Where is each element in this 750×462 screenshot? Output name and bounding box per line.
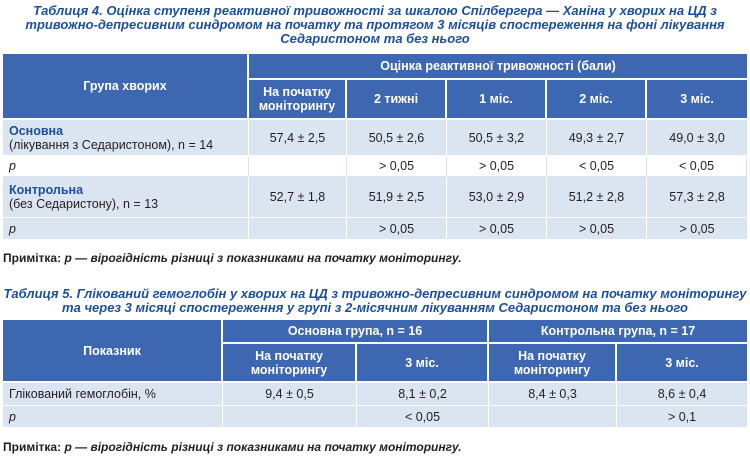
table4-caption-text: Оцінка ступеня реактивної тривожності за шкалою Спілбергера — Ханіна у хворих на ЦД з тривожно-депресивним синдромом на початку та протягом 3 місяців спостереження на фоні лікування Седаристоном та без нього	[25, 3, 725, 46]
table-row	[3, 177, 747, 218]
table4-col-3months: 3 міс.	[647, 80, 747, 120]
value-cell: 8,4 ± 0,3	[489, 383, 617, 406]
value-cell	[223, 406, 357, 428]
table5-col-3months-main: 3 міс.	[357, 344, 489, 383]
table-row	[3, 218, 747, 240]
table5-note	[3, 440, 462, 454]
group-name: Основна	[9, 123, 64, 138]
value-cell: > 0,05	[447, 156, 547, 177]
table5-indicator-header: Показник	[3, 320, 223, 383]
group-subtitle: (без Седаристону), n = 13	[9, 197, 159, 211]
table5-col-3months-control: 3 міс.	[617, 344, 747, 383]
group-cell-control	[3, 177, 249, 218]
indicator-label: Глікований гемоглобін, %	[3, 383, 223, 406]
value-cell: 57,4 ± 2,5	[249, 120, 347, 156]
value-cell: 49,0 ± 3,0	[647, 120, 747, 156]
table4-note	[3, 251, 462, 265]
value-cell: > 0,05	[447, 218, 547, 240]
table4-col-baseline: На початку моніторингу	[249, 80, 347, 120]
table4-caption-number: Таблиця 4.	[33, 3, 103, 18]
table-row	[3, 406, 747, 428]
table5-group1-header: Основна група, n = 16	[223, 320, 489, 344]
value-cell: > 0,05	[647, 218, 747, 240]
table4-score-header: Оцінка реактивної тривожності (бали)	[249, 54, 747, 80]
table5-col-baseline-main: На початку моніторингу	[223, 344, 357, 383]
value-cell: 53,0 ± 2,9	[447, 177, 547, 218]
value-cell: < 0,05	[357, 406, 489, 428]
value-cell: 50,5 ± 2,6	[347, 120, 447, 156]
value-cell: 50,5 ± 3,2	[447, 120, 547, 156]
value-cell: > 0,1	[617, 406, 747, 428]
p-label: p	[3, 156, 249, 177]
value-cell: 51,9 ± 2,5	[347, 177, 447, 218]
note-label: Примітка:	[3, 251, 62, 265]
value-cell: < 0,05	[647, 156, 747, 177]
value-cell: 9,4 ± 0,5	[223, 383, 357, 406]
value-cell: 8,1 ± 0,2	[357, 383, 489, 406]
value-cell	[249, 218, 347, 240]
value-cell: > 0,05	[347, 218, 447, 240]
note-text: p — вірогідність різниці з показниками на початку моніторингу.	[64, 251, 462, 265]
table4-col-2months: 2 міс.	[547, 80, 647, 120]
table5-caption-number: Таблиця 5.	[3, 286, 74, 301]
note-text: p — вірогідність різниці з показниками на початку моніторингу.	[64, 440, 462, 454]
value-cell: > 0,05	[547, 218, 647, 240]
table4-col-2weeks: 2 тижні	[347, 80, 447, 120]
value-cell: < 0,05	[547, 156, 647, 177]
table5-caption-text: Глікований гемоглобін у хворих на ЦД з тривожно-депресивним синдромом на початку моніторингу та через 3 місяці спостереження у групі з 2-місячним лікуванням Седаристоном та без нього	[62, 286, 747, 315]
value-cell: > 0,05	[347, 156, 447, 177]
value-cell	[249, 156, 347, 177]
table-row	[3, 156, 747, 177]
value-cell: 51,2 ± 2,8	[547, 177, 647, 218]
p-label: p	[3, 218, 249, 240]
p-label: p	[3, 406, 223, 428]
group-name: Контрольна	[9, 183, 84, 197]
table4	[3, 54, 747, 240]
value-cell	[489, 406, 617, 428]
value-cell: 49,3 ± 2,7	[547, 120, 647, 156]
table5-group2-header: Контрольна група, n = 17	[489, 320, 747, 344]
table5-col-baseline-control: На початку моніторингу	[489, 344, 617, 383]
table-row	[3, 120, 747, 156]
table4-col-1month: 1 міс.	[447, 80, 547, 120]
value-cell: 57,3 ± 2,8	[647, 177, 747, 218]
note-label: Примітка:	[3, 440, 62, 454]
table4-group-header: Група хворих	[3, 54, 249, 120]
table5	[3, 320, 747, 428]
table-row	[3, 383, 747, 406]
group-cell-main	[3, 120, 249, 156]
table4-caption	[2, 4, 748, 46]
value-cell: 52,7 ± 1,8	[249, 177, 347, 218]
group-subtitle: (лікування з Седаристоном), n = 14	[9, 137, 214, 152]
table5-caption	[2, 287, 748, 315]
value-cell: 8,6 ± 0,4	[617, 383, 747, 406]
